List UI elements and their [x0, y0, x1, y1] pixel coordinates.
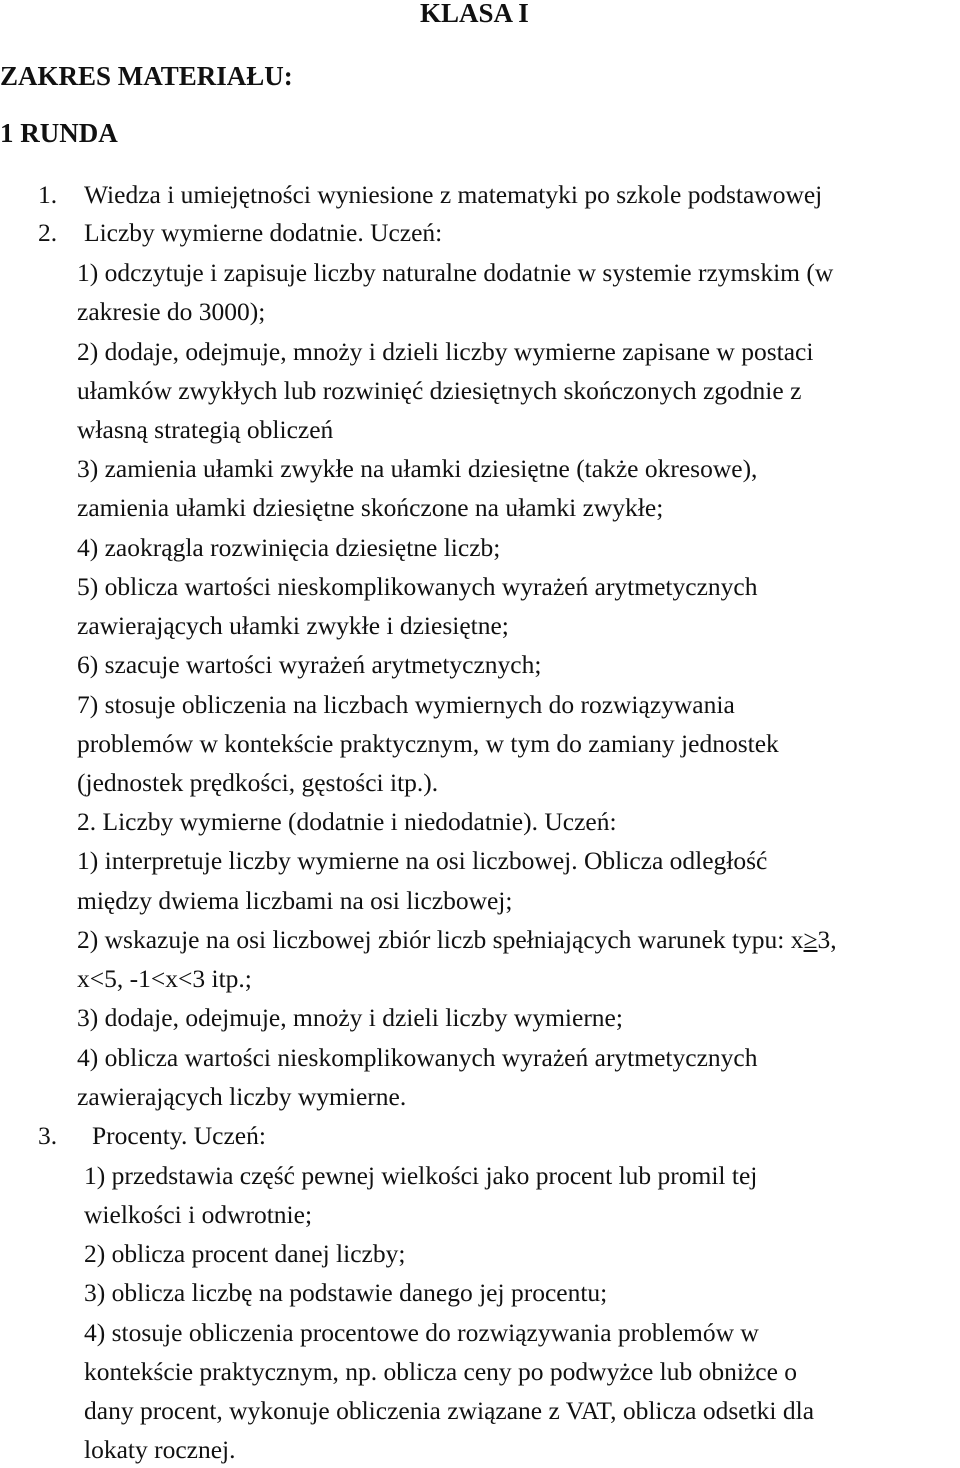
- text-line: własną strategią obliczeń: [77, 415, 334, 444]
- list-item: Wiedza i umiejętności wyniesione z matematyki po szkole podstawowej: [84, 180, 823, 209]
- text-line: problemów w kontekście praktycznym, w tym do zamiany jednostek: [77, 729, 779, 758]
- greater-equal-symbol: ≥: [803, 925, 818, 954]
- condition-suffix: 3,: [817, 925, 837, 954]
- section-heading: Procenty. Uczeń:: [92, 1121, 266, 1150]
- text-line: 7) stosuje obliczenia na liczbach wymiernych do rozwiązywania: [77, 690, 735, 719]
- text-line: zawierających ułamki zwykłe i dziesiętne;: [77, 611, 509, 640]
- text-line: 4) stosuje obliczenia procentowe do rozwiązywania problemów w: [84, 1318, 759, 1347]
- list-number: 3.: [38, 1121, 58, 1150]
- text-line: wielkości i odwrotnie;: [84, 1200, 313, 1229]
- text-line: 1) przedstawia część pewnej wielkości jako procent lub promil tej: [84, 1161, 758, 1190]
- list-number: 2.: [38, 218, 58, 247]
- text-line-condition: [77, 925, 837, 955]
- list-number: 1.: [38, 180, 58, 209]
- text-line: kontekście praktycznym, np. oblicza ceny po podwyżce lub obniżce o: [84, 1357, 798, 1386]
- text-line: x<5, -1<x<3 itp.;: [77, 964, 252, 993]
- text-line: dany procent, wykonuje obliczenia związane z VAT, oblicza odsetki dla: [84, 1396, 815, 1425]
- text-line: 3) zamienia ułamki zwykłe na ułamki dziesiętne (także okresowe),: [77, 454, 758, 483]
- text-line: 1) odczytuje i zapisuje liczby naturalne dodatnie w systemie rzymskim (w: [77, 258, 834, 287]
- text-line: 2) oblicza procent danej liczby;: [84, 1239, 406, 1268]
- section-heading: 2. Liczby wymierne (dodatnie i niedodatnie). Uczeń:: [77, 807, 617, 836]
- text-line: zamienia ułamki dziesiętne skończone na ułamki zwykłe;: [77, 493, 664, 522]
- class-title: KLASA I: [420, 0, 529, 28]
- round-heading: 1 RUNDA: [0, 118, 118, 148]
- text-line: zawierających liczby wymierne.: [77, 1082, 407, 1111]
- text-line: 2) dodaje, odejmuje, mnoży i dzieli liczby wymierne zapisane w postaci: [77, 337, 814, 366]
- text-line: 3) dodaje, odejmuje, mnoży i dzieli liczby wymierne;: [77, 1003, 623, 1032]
- text-line: (jednostek prędkości, gęstości itp.).: [77, 768, 439, 797]
- condition-prefix: 2) wskazuje na osi liczbowej zbiór liczb spełniających warunek typu: x: [77, 925, 804, 954]
- text-line: 6) szacuje wartości wyrażeń arytmetycznych;: [77, 650, 542, 679]
- text-line: zakresie do 3000);: [77, 297, 266, 326]
- scope-heading: ZAKRES MATERIAŁU:: [0, 61, 293, 91]
- text-line: 5) oblicza wartości nieskomplikowanych wyrażeń arytmetycznych: [77, 572, 758, 601]
- section-heading: Liczby wymierne dodatnie. Uczeń:: [84, 218, 443, 247]
- text-line: 4) zaokrągla rozwinięcia dziesiętne liczb;: [77, 533, 501, 562]
- text-line: między dwiema liczbami na osi liczbowej;: [77, 886, 513, 915]
- text-line: 1) interpretuje liczby wymierne na osi liczbowej. Oblicza odległość: [77, 846, 768, 875]
- text-line: lokaty rocznej.: [84, 1435, 236, 1464]
- text-line: 4) oblicza wartości nieskomplikowanych wyrażeń arytmetycznych: [77, 1043, 758, 1072]
- text-line: ułamków zwykłych lub rozwinięć dziesiętnych skończonych zgodnie z: [77, 376, 802, 405]
- text-line: 3) oblicza liczbę na podstawie danego jej procentu;: [84, 1278, 608, 1307]
